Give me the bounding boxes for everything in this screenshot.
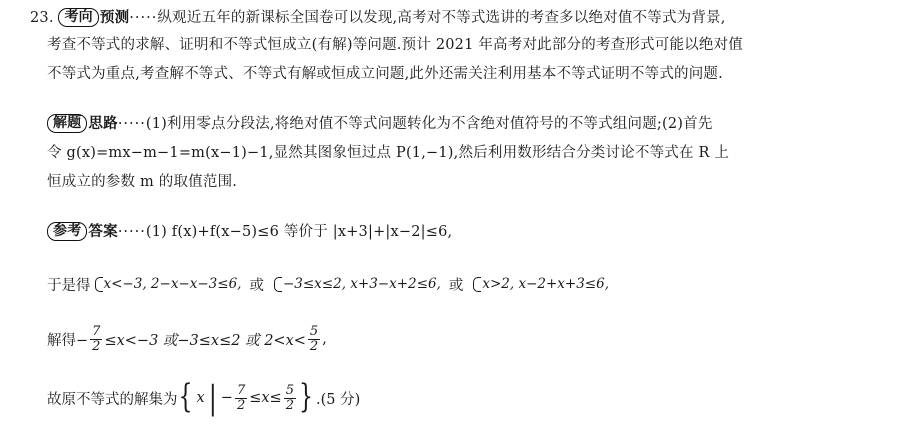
forecast-tag: 考向 [58, 8, 98, 27]
approach-dots: ····· [117, 116, 146, 132]
system-2-row-2: x+3−x+2≤6, [350, 275, 441, 292]
approach-line-3: 恒成立的参数 m 的取值范围. [47, 174, 238, 190]
fraction-numerator: 5 [285, 382, 294, 398]
fraction-denominator: 2 [236, 397, 246, 413]
forecast-heading: 预测 [99, 9, 130, 26]
answer-final-end: .(5 分) [315, 391, 361, 408]
fraction-numerator: 7 [92, 323, 101, 339]
answer-line-1: (1) f(x)+f(x−5)≤6 等价于 |x+3|+|x−2|≤6, [145, 224, 453, 240]
answer-heading: 答案 [88, 223, 118, 240]
answer-tag: 参考 [47, 222, 87, 241]
system-2-row-1: −3≤x≤2, [282, 275, 346, 292]
approach-line-3-wrap [47, 173, 237, 191]
system-1-row-1: x<−3, [103, 275, 147, 292]
fraction-numerator: 5 [309, 323, 319, 339]
answer-first-line [47, 222, 452, 241]
fraction-7-2-a [90, 325, 102, 353]
answer-or-1: 或 [249, 277, 264, 294]
system-3-row-2: x−2+x+3≤6, [518, 275, 609, 292]
answer-solve-prefix: 解得− [47, 332, 89, 349]
answer-final-variable: x [196, 390, 205, 406]
forecast-line-2-wrap [47, 36, 743, 54]
answer-dots: ····· [117, 224, 146, 240]
answer-or-2: 或 [448, 277, 464, 294]
system-1-row-2: 2−x−x−3≤6, [150, 275, 242, 292]
system-3 [471, 276, 609, 293]
fraction-denominator: 2 [309, 338, 319, 354]
right-brace: } [298, 378, 313, 416]
fraction-7-2-b [235, 384, 247, 412]
approach-first-line [47, 114, 713, 133]
forecast-first-line [30, 8, 726, 27]
forecast-line-2: 考查不等式的求解、证明和不等式恒成立(有解)等问题.预计 2021 年高考对此部分的考查形式可能以绝对值 [47, 37, 743, 53]
forecast-dots: ····· [129, 10, 158, 26]
fraction-5-2-b [284, 384, 296, 412]
approach-line-2: 令 g(x)=mx−m−1=m(x−1)−1,显然其图象恒过点 P(1,−1),然后利用数形结合分类讨论不等式在 R 上 [47, 145, 730, 161]
left-brace: { [178, 378, 193, 416]
system-1 [93, 276, 242, 293]
answer-solve-end: , [322, 331, 327, 347]
system-3-row-1: x>2, [482, 275, 515, 292]
answer-final-neg: − [220, 390, 233, 406]
answer-solution-line [47, 325, 327, 353]
forecast-line-1: 纵观近五年的新课标全国卷可以发现,高考对不等式选讲的考查多以绝对值不等式为背景, [157, 10, 726, 26]
answer-solve-middle: ≤x<−3 或−3≤x≤2 或 2<x< [104, 332, 306, 349]
answer-final-line [47, 378, 361, 417]
fraction-5-2-a [308, 325, 320, 353]
forecast-line-3: 不等式为重点,考查解不等式、不等式有解或恒成立问题,此外还需关注利用基本不等式证明不等式的问题. [47, 66, 723, 82]
answer-final-middle: ≤x≤ [249, 390, 282, 406]
approach-line-1: (1)利用零点分段法,将绝对值不等式问题转化为不含绝对值符号的不等式组问题;(2)首先 [145, 116, 713, 132]
fraction-denominator: 2 [92, 338, 101, 354]
system-2 [272, 276, 441, 293]
approach-line-2-wrap [47, 144, 729, 162]
forecast-line-3-wrap [47, 65, 723, 83]
approach-heading: 思路 [88, 115, 118, 132]
answer-systems-row [47, 262, 611, 306]
such-that-bar: | [208, 379, 217, 417]
fraction-denominator: 2 [285, 397, 294, 413]
question-number: 23. [30, 10, 54, 26]
fraction-numerator: 7 [236, 382, 246, 398]
answer-systems-label: 于是得 [47, 277, 91, 294]
approach-tag: 解题 [47, 114, 87, 133]
answer-final-prefix: 故原不等式的解集为 [47, 391, 178, 408]
